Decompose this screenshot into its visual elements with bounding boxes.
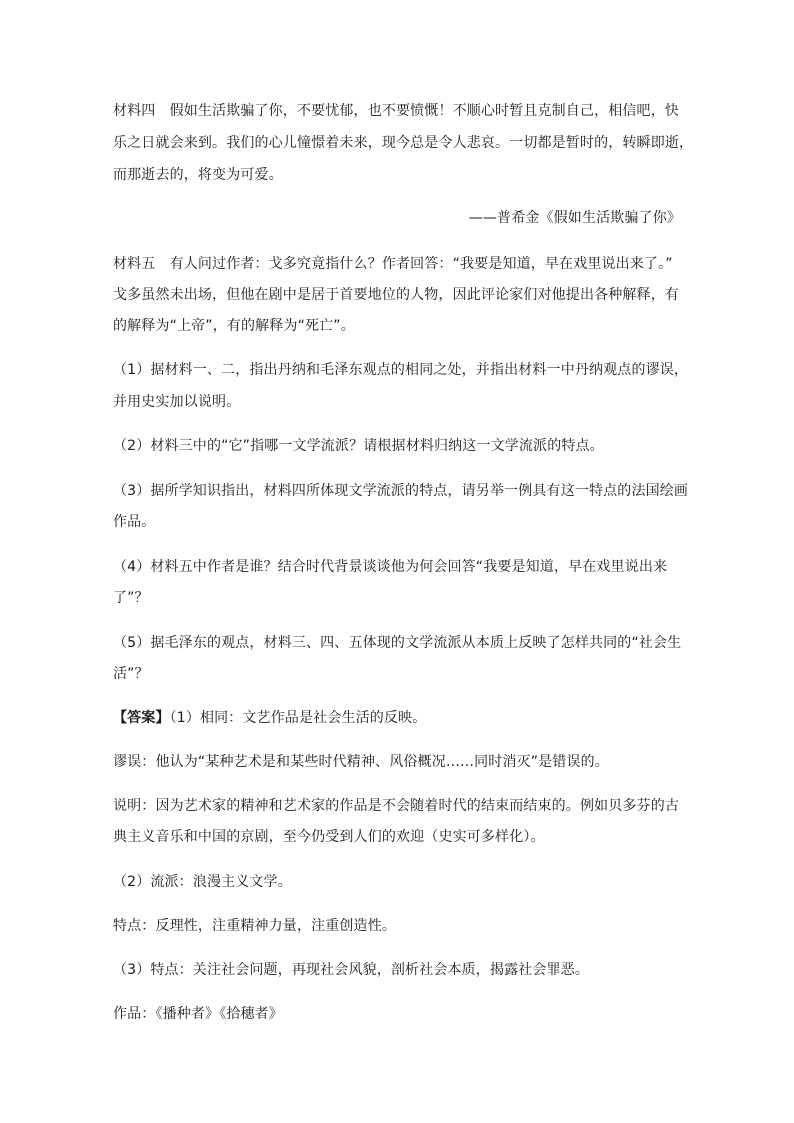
answer-2-line-2: 特点：反理性，注重精神力量，注重创造性。 xyxy=(113,918,396,934)
question-1-line-1: （1）据材料一、二，指出丹纳和毛泽东观点的相同之处，并指出材料一中丹纳观点的谬误， xyxy=(113,362,689,378)
question-5-line-1: （5）据毛泽东的观点，材料三、四、五体现的文学流派从本质上反映了怎样共同的“社会生 xyxy=(113,635,682,651)
answer-1-explain-line-2: 典主义音乐和中国的京剧，至今仍受到人们的欢迎（史实可多样化）。 xyxy=(113,829,545,845)
answer-1-error: 谬误：他认为“某种艺术是和某些时代精神、风俗概况……同时消灭”是错误的。 xyxy=(113,754,609,770)
question-3-line-1: （3）据所学知识指出，材料四所体现文学流派的特点，请另举一例具有这一特点的法国绘画 xyxy=(113,483,689,499)
material-5-line-2: 戈多虽然未出场，但他在剧中是居于首要地位的人物，因此评论家们对他提出各种解释，有 xyxy=(113,287,679,303)
material-4-line-2: 乐之日就会来到。我们的心儿憧憬着未来，现今总是令人悲哀。一切都是暂时的，转瞬即逝， xyxy=(113,135,694,151)
question-1-line-2: 并用史实加以说明。 xyxy=(113,394,241,410)
question-5-line-2: 活”？ xyxy=(113,666,149,682)
answer-1-text: （1）相同：文艺作品是社会生活的反映。 xyxy=(169,710,427,726)
answer-3-line-2: 作品：《播种者》《拾穗者》 xyxy=(113,1006,283,1022)
answer-1-line xyxy=(113,709,426,727)
material-5-line-1: 材料五 有人问过作者：戈多究竟指什么？作者回答：“我要是知道，早在戏里说出来了。” xyxy=(113,256,673,272)
answer-2-line-1: （2）流派：浪漫主义文学。 xyxy=(113,874,292,890)
question-4-line-2: 了”？ xyxy=(113,590,149,606)
question-2: （2）材料三中的“它”指哪一文学流派？请根据材料归纳这一文学流派的特点。 xyxy=(113,438,604,454)
material-5-line-3: 的解释为“上帝”，有的解释为“死亡”。 xyxy=(113,318,355,334)
answer-3-line-1: （3）特点：关注社会问题，再现社会风貌，剖析社会本质，揭露社会罪恶。 xyxy=(113,962,590,978)
answer-1-explain-line-1: 说明：因为艺术家的精神和艺术家的作品是不会随着时代的结束而结束的。例如贝多芬的古 xyxy=(113,798,679,814)
material-4-line-3: 而那逝去的，将变为可爱。 xyxy=(113,167,283,183)
answer-label: 【答案】 xyxy=(113,710,170,726)
material-4-line-1: 材料四 假如生活欺骗了你，不要忧郁，也不要愤慨！不顺心时暂且克制自己，相信吧，快 xyxy=(113,103,679,119)
question-3-line-2: 作品。 xyxy=(113,514,156,530)
question-4-line-1: （4）材料五中作者是谁？结合时代背景谈谈他为何会回答“我要是知道，早在戏里说出来 xyxy=(113,559,668,575)
material-4-source: ——普希金《假如生活欺骗了你》 xyxy=(468,210,681,226)
